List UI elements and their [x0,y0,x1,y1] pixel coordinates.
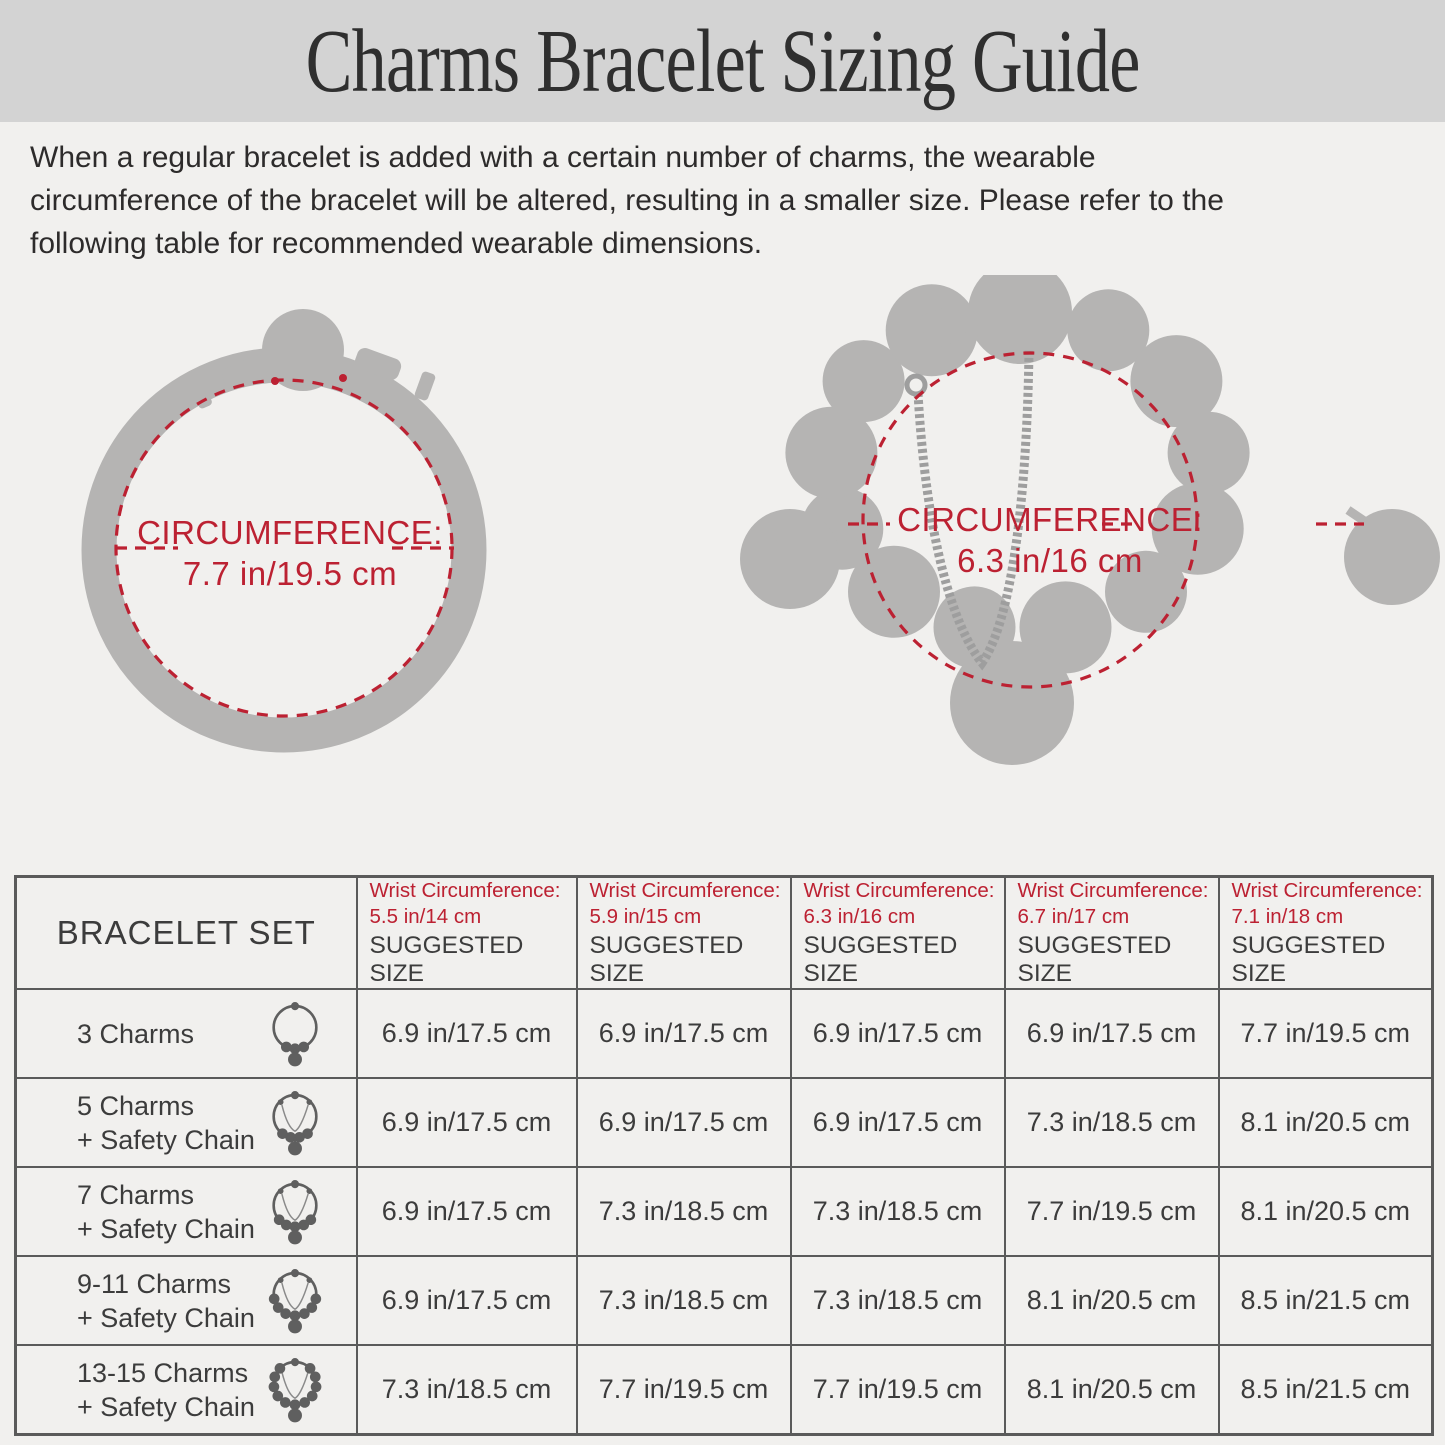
charm-bracelet-row-icon [262,993,328,1075]
size-cell: 7.3 in/18.5 cm [791,1256,1005,1345]
size-cell: 8.5 in/21.5 cm [1219,1256,1433,1345]
size-cell: 7.3 in/18.5 cm [357,1345,577,1435]
circumference-value: 7.7 in/19.5 cm [182,555,398,592]
size-cell: 7.3 in/18.5 cm [1005,1078,1219,1167]
table-row [16,1078,1433,1167]
size-cell: 6.9 in/17.5 cm [357,1078,577,1167]
size-cell: 7.7 in/19.5 cm [1219,989,1433,1078]
bracelet-set-header-cell: BRACELET SET [16,877,357,990]
size-cell: 8.1 in/20.5 cm [1219,1167,1433,1256]
title-banner [0,0,1445,122]
size-cell: 6.9 in/17.5 cm [357,1167,577,1256]
size-cell: 6.9 in/17.5 cm [577,989,791,1078]
size-cell: 7.3 in/18.5 cm [577,1167,791,1256]
charm-bracelet-row-icon [262,1260,328,1342]
circumference-value: 6.3 in/16 cm [957,542,1143,579]
size-cell: 8.5 in/21.5 cm [1219,1345,1433,1435]
charm-bracelet-row-icon [262,1082,328,1164]
row-label: 7 Charms [77,1179,195,1210]
suggested-size-label: SUGGESTED SIZE [803,932,958,987]
wrist-value: 7.1 in/18 cm [1231,905,1344,928]
size-cell: 7.3 in/18.5 cm [577,1256,791,1345]
wrist-label: Wrist Circumference: [1017,879,1209,902]
size-cell: 8.1 in/20.5 cm [1005,1256,1219,1345]
row-sublabel: + Safety Chain [77,1124,255,1155]
row-label: 3 Charms [77,1018,195,1049]
size-cell: 7.3 in/18.5 cm [791,1167,1005,1256]
suggested-size-label: SUGGESTED SIZE [369,932,524,987]
circumference-label: CIRCUMFERENCE: [137,514,443,551]
size-cell: 6.9 in/17.5 cm [791,1078,1005,1167]
size-cell: 6.9 in/17.5 cm [791,989,1005,1078]
charm-bracelet-row-icon [262,1171,328,1253]
wrist-circumference-header-cell [1219,877,1433,990]
size-cell: 7.7 in/19.5 cm [1005,1167,1219,1256]
table-row [16,1256,1433,1345]
suggested-size-label: SUGGESTED SIZE [589,932,744,987]
intro-line-3: following table for recommended wearable dimensions. [30,227,763,260]
wrist-value: 6.7 in/17 cm [1017,905,1130,928]
intro-line-1: When a regular bracelet is added with a certain number of charms, the wearable [30,141,1096,174]
circumference-label: CIRCUMFERENCE: [897,501,1203,538]
intro-line-2: circumference of the bracelet will be altered, resulting in a smaller size. Please refer to the [30,184,1224,217]
row-label: 5 Charms [77,1090,195,1121]
wrist-label: Wrist Circumference: [803,879,995,902]
suggested-size-label: SUGGESTED SIZE [1231,932,1386,987]
size-cell: 6.9 in/17.5 cm [577,1078,791,1167]
wrist-label: Wrist Circumference: [1231,879,1423,902]
intro-text [30,136,1430,265]
wrist-circumference-header-cell [791,877,1005,990]
charm-bracelet-row-icon [262,1349,328,1431]
circumference-caption [850,499,1250,581]
page-title: Charms Bracelet Sizing Guide [305,11,1140,111]
table-row [16,989,1433,1078]
wrist-label: Wrist Circumference: [589,879,781,902]
row-sublabel: + Safety Chain [77,1391,255,1422]
wrist-circumference-header-cell [1005,877,1219,990]
charm-bracelet-illustration [730,275,1445,850]
wrist-label: Wrist Circumference: [369,879,561,902]
sizing-table [14,875,1434,1436]
wrist-value: 6.3 in/16 cm [803,905,916,928]
row-label: 9-11 Charms [77,1268,232,1299]
row-sublabel: + Safety Chain [77,1302,255,1333]
size-cell: 6.9 in/17.5 cm [357,1256,577,1345]
wrist-circumference-header-cell [577,877,791,990]
table-header-row [16,877,1433,990]
size-cell: 7.7 in/19.5 cm [577,1345,791,1435]
wrist-value: 5.5 in/14 cm [369,905,482,928]
charm-cluster [785,275,1249,673]
table-row [16,1345,1433,1435]
circumference-caption [60,512,520,594]
size-cell: 7.7 in/19.5 cm [791,1345,1005,1435]
row-sublabel: + Safety Chain [77,1213,255,1244]
plain-bracelet-illustration [60,290,520,770]
wrist-value: 5.9 in/15 cm [589,905,702,928]
size-cell: 8.1 in/20.5 cm [1219,1078,1433,1167]
size-cell: 6.9 in/17.5 cm [357,989,577,1078]
wrist-circumference-header-cell [357,877,577,990]
size-cell: 6.9 in/17.5 cm [1005,989,1219,1078]
table-row [16,1167,1433,1256]
suggested-size-label: SUGGESTED SIZE [1017,932,1172,987]
size-cell: 8.1 in/20.5 cm [1005,1345,1219,1435]
row-label: 13-15 Charms [77,1357,249,1388]
